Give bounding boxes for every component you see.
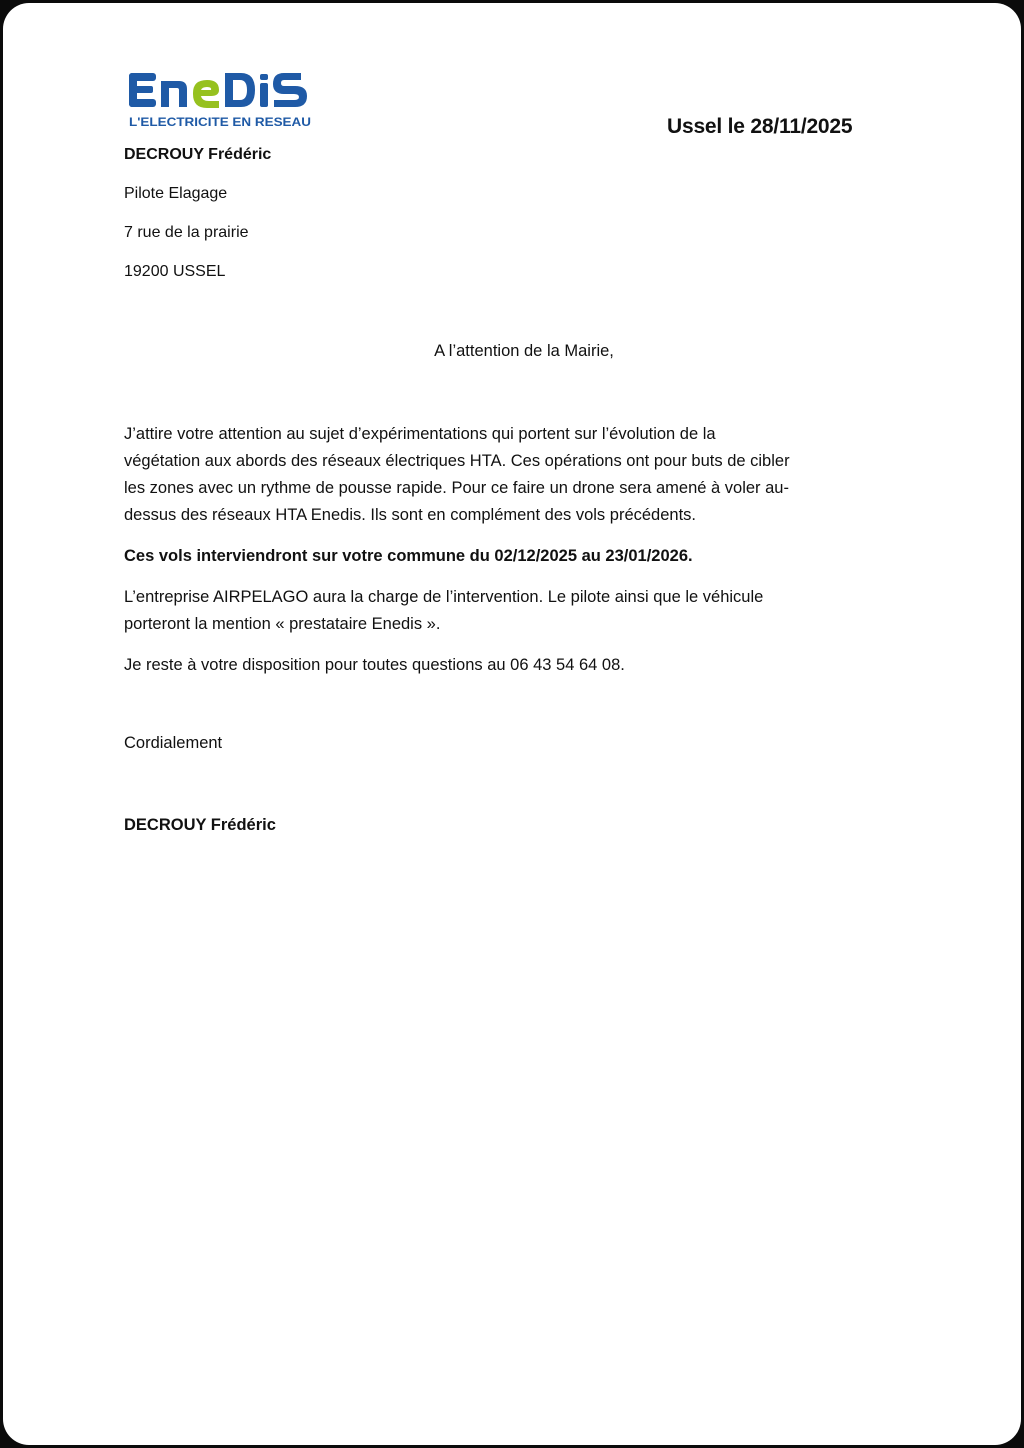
paragraph-line: J’attire votre attention au sujet d’expérimentations qui portent sur l’évolution de la [124, 425, 716, 443]
sender-street: 7 rue de la prairie [124, 224, 249, 241]
signature-name: DECROUY Frédéric [124, 816, 276, 834]
recipient-line: A l’attention de la Mairie, [434, 342, 614, 360]
letter-page [3, 3, 1021, 1445]
enedis-logo-icon [127, 67, 317, 133]
sender-name: DECROUY Frédéric [124, 146, 272, 163]
paragraph-flight-dates: Ces vols interviendront sur votre commune du 02/12/2025 au 23/01/2026. [124, 547, 693, 565]
logo-tagline: L'ELECTRICITE EN RESEAU [129, 117, 311, 129]
paragraph-line: L’entreprise AIRPELAGO aura la charge de l’intervention. Le pilote ainsi que le véhicule [124, 588, 764, 606]
paragraph-line: les zones avec un rythme de pousse rapide. Pour ce faire un drone sera amené à voler au- [124, 479, 789, 497]
paragraph-line: végétation aux abords des réseaux électriques HTA. Ces opérations ont pour buts de cibler [124, 452, 790, 470]
letter-date: Ussel le 28/11/2025 [667, 115, 853, 138]
paragraph-line: porteront la mention « prestataire Enedis ». [124, 615, 441, 633]
enedis-logo [127, 67, 317, 133]
paragraph-contractor [124, 584, 894, 638]
paragraph-intro [124, 421, 894, 529]
closing-salutation: Cordialement [124, 734, 223, 752]
sender-role: Pilote Elagage [124, 185, 228, 202]
sender-city: 19200 USSEL [124, 263, 226, 280]
paragraph-line: dessus des réseaux HTA Enedis. Ils sont en complément des vols précédents. [124, 506, 696, 524]
paragraph-contact: Je reste à votre disposition pour toutes questions au 06 43 54 64 08. [124, 656, 625, 674]
